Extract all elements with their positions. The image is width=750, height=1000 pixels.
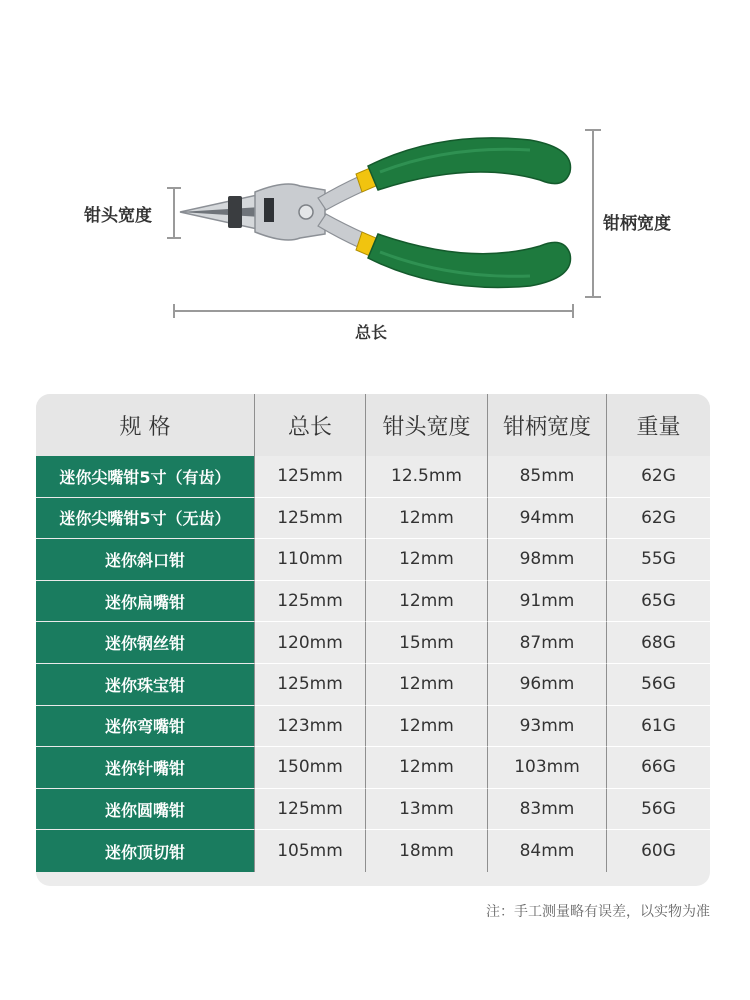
row-model: 迷你弯嘴钳 bbox=[36, 706, 254, 748]
row-weight: 55G bbox=[606, 539, 710, 581]
table-row bbox=[36, 706, 710, 748]
row-handle-width: 87mm bbox=[487, 622, 606, 664]
row-handle-width: 85mm bbox=[487, 456, 606, 498]
row-total-length: 150mm bbox=[254, 747, 365, 789]
row-head-width: 12mm bbox=[365, 706, 487, 748]
row-handle-width: 98mm bbox=[487, 539, 606, 581]
total-length-label: 总长 bbox=[355, 323, 388, 342]
pliers-diagram bbox=[0, 0, 750, 370]
total-length-dimension bbox=[174, 304, 573, 318]
row-model: 迷你珠宝钳 bbox=[36, 664, 254, 706]
head-width-dimension bbox=[167, 188, 181, 238]
row-handle-width: 94mm bbox=[487, 498, 606, 540]
header-handle-width: 钳柄宽度 bbox=[487, 394, 606, 456]
row-handle-width: 93mm bbox=[487, 706, 606, 748]
row-model: 迷你钢丝钳 bbox=[36, 622, 254, 664]
header-total-length: 总长 bbox=[254, 394, 365, 456]
row-handle-width: 96mm bbox=[487, 664, 606, 706]
table-row bbox=[36, 664, 710, 706]
row-weight: 61G bbox=[606, 706, 710, 748]
row-head-width: 12mm bbox=[365, 498, 487, 540]
row-head-width: 12mm bbox=[365, 664, 487, 706]
pliers-jaws bbox=[180, 184, 325, 240]
row-total-length: 120mm bbox=[254, 622, 365, 664]
table-row bbox=[36, 747, 710, 789]
row-head-width: 12mm bbox=[365, 581, 487, 623]
row-handle-width: 84mm bbox=[487, 830, 606, 872]
row-model: 迷你斜口钳 bbox=[36, 539, 254, 581]
lower-handle bbox=[318, 214, 571, 287]
row-model: 迷你圆嘴钳 bbox=[36, 789, 254, 831]
handle-width-dimension bbox=[585, 130, 601, 297]
table-row bbox=[36, 789, 710, 831]
header-weight: 重量 bbox=[606, 394, 710, 456]
header-head-width: 钳头宽度 bbox=[365, 394, 487, 456]
row-weight: 66G bbox=[606, 747, 710, 789]
row-total-length: 105mm bbox=[254, 830, 365, 872]
pliers-illustration bbox=[0, 0, 750, 370]
upper-handle bbox=[318, 138, 571, 210]
row-weight: 56G bbox=[606, 664, 710, 706]
table-row bbox=[36, 498, 710, 540]
header-spec: 规 格 bbox=[119, 414, 171, 440]
row-total-length: 110mm bbox=[254, 539, 365, 581]
row-handle-width: 91mm bbox=[487, 581, 606, 623]
row-head-width: 12.5mm bbox=[365, 456, 487, 498]
table-row bbox=[36, 539, 710, 581]
handle-width-label: 钳柄宽度 bbox=[603, 214, 671, 234]
row-model: 迷你针嘴钳 bbox=[36, 747, 254, 789]
row-model: 迷你尖嘴钳5寸（有齿） bbox=[36, 456, 254, 498]
row-weight: 60G bbox=[606, 830, 710, 872]
row-model: 迷你尖嘴钳5寸（无齿） bbox=[36, 498, 254, 540]
row-weight: 62G bbox=[606, 498, 710, 540]
row-head-width: 18mm bbox=[365, 830, 487, 872]
table-row bbox=[36, 622, 710, 664]
table-row bbox=[36, 830, 710, 872]
row-total-length: 125mm bbox=[254, 456, 365, 498]
row-weight: 62G bbox=[606, 456, 710, 498]
spec-table bbox=[36, 394, 710, 886]
row-head-width: 12mm bbox=[365, 539, 487, 581]
row-total-length: 125mm bbox=[254, 581, 365, 623]
row-head-width: 12mm bbox=[365, 747, 487, 789]
measurement-note: 注：手工测量略有误差，以实物为准 bbox=[486, 904, 710, 920]
row-head-width: 13mm bbox=[365, 789, 487, 831]
row-model: 迷你顶切钳 bbox=[36, 830, 254, 872]
row-handle-width: 103mm bbox=[487, 747, 606, 789]
table-header-row bbox=[36, 394, 710, 456]
row-total-length: 125mm bbox=[254, 664, 365, 706]
row-weight: 56G bbox=[606, 789, 710, 831]
row-model: 迷你扁嘴钳 bbox=[36, 581, 254, 623]
table-row bbox=[36, 581, 710, 623]
row-total-length: 125mm bbox=[254, 498, 365, 540]
row-weight: 68G bbox=[606, 622, 710, 664]
row-head-width: 15mm bbox=[365, 622, 487, 664]
row-total-length: 123mm bbox=[254, 706, 365, 748]
head-width-label: 钳头宽度 bbox=[84, 206, 152, 226]
table-row bbox=[36, 456, 710, 498]
row-handle-width: 83mm bbox=[487, 789, 606, 831]
row-total-length: 125mm bbox=[254, 789, 365, 831]
row-weight: 65G bbox=[606, 581, 710, 623]
